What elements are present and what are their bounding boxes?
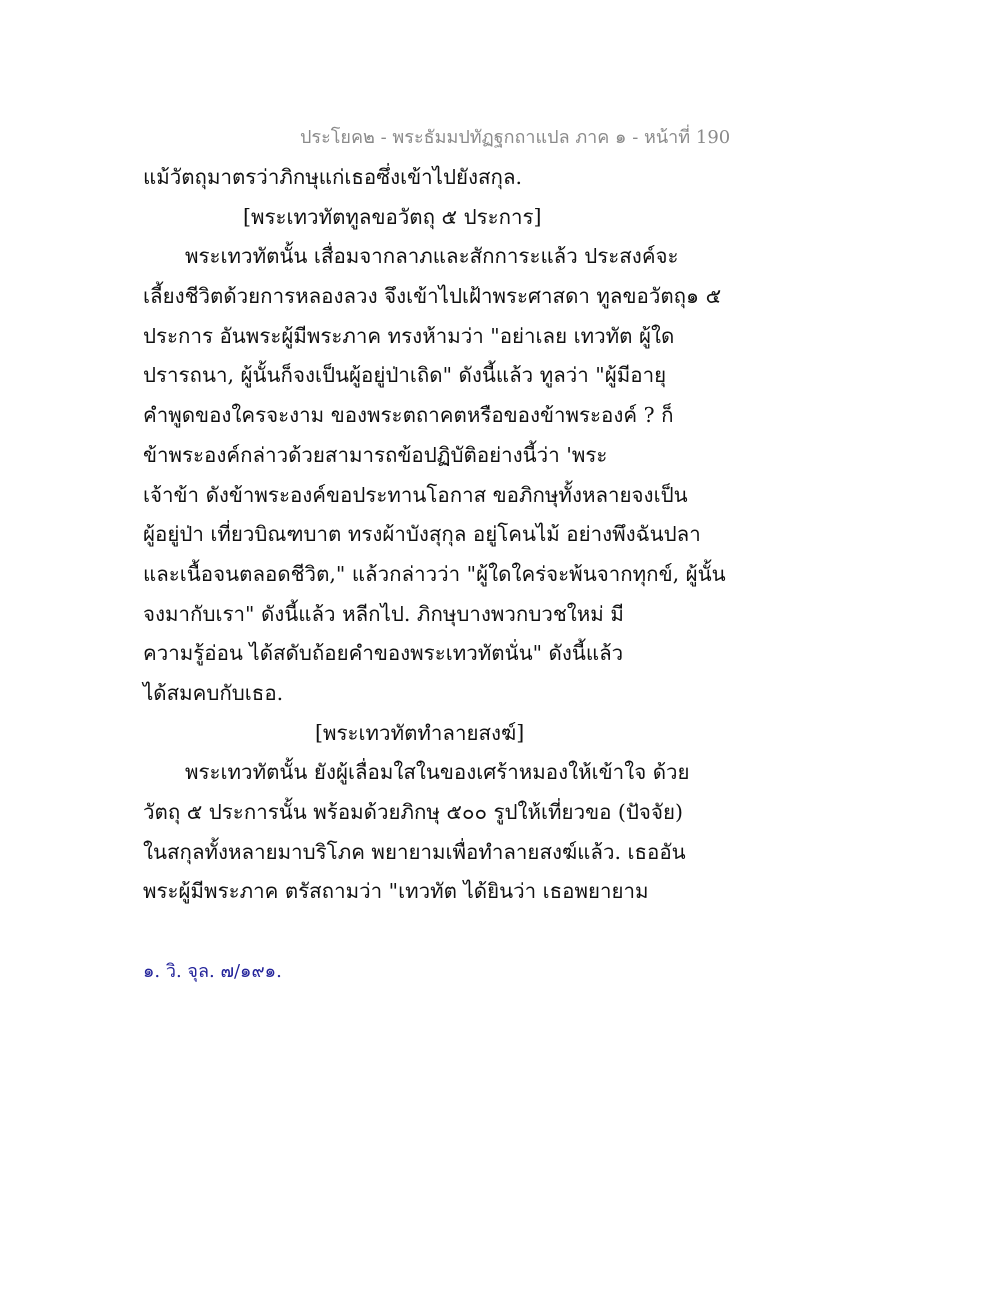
section-heading: [พระเทวทัตทูลขอวัตถุ ๕ ประการ]: [243, 204, 542, 229]
text-line: พระผู้มีพระภาค ตรัสถามว่า "เทวทัต ได้ยินว่า เธอพยายาม: [143, 879, 649, 904]
text-line: ในสกุลทั้งหลายมาบริโภค พยายามเพื่อทำลายสงฆ์แล้ว. เธออัน: [143, 839, 686, 864]
text-line: ได้สมคบกับเธอ.: [143, 680, 284, 705]
text-line: ข้าพระองค์กล่าวด้วยสามารถข้อปฏิบัติอย่างนี้ว่า 'พระ: [143, 442, 608, 467]
text-line: ความรู้อ่อน ได้สดับถ้อยคำของพระเทวทัตนั่น" ดังนี้แล้ว: [143, 641, 624, 666]
text-line: จงมากับเรา" ดังนี้แล้ว หลีกไป. ภิกษุบางพวกบวชใหม่ มี: [143, 601, 624, 626]
paragraph-first-line: พระเทวทัตนั้น ยังผู้เลื่อมใสในของเศร้าหมองให้เข้าใจ ด้วย: [185, 760, 690, 785]
body-text: [143, 158, 726, 912]
text-line: คำพูดของใครจะงาม ของพระตถาคตหรือของข้าพระองค์ ? ก็: [143, 403, 674, 428]
paragraph-first-line: พระเทวทัตนั้น เสื่อมจากลาภและสักการะแล้ว ประสงค์จะ: [185, 244, 679, 269]
footnote: ๑. วิ. จุล. ๗/๑๙๑.: [143, 961, 282, 982]
text-line: วัตถุ ๕ ประการนั้น พร้อมด้วยภิกษุ ๕๐๐ รูปให้เที่ยวขอ (ปัจจัย): [143, 800, 683, 824]
text-line: ปรารถนา, ผู้นั้นก็จงเป็นผู้อยู่ป่าเถิด" ดังนี้แล้ว ทูลว่า "ผู้มีอายุ: [143, 363, 667, 388]
running-header: ประโยค๒ - พระธัมมปทัฏฐกถาแปล ภาค ๑ - หน้าที่ 190: [300, 127, 731, 148]
text-line: และเนื้อจนตลอดชีวิต," แล้วกล่าวว่า "ผู้ใดใคร่จะพ้นจากทุกข์, ผู้นั้น: [143, 561, 726, 586]
text-line: ประการ อันพระผู้มีพระภาค ทรงห้ามว่า "อย่าเลย เทวทัต ผู้ใด: [143, 323, 675, 348]
text-line: แม้วัตถุมาตรว่าภิกษุแก่เธอซึ่งเข้าไปยังสกุล.: [143, 165, 523, 189]
section-heading: [พระเทวทัตทำลายสงฆ์]: [315, 720, 525, 745]
text-line: เลี้ยงชีวิตด้วยการหลองลวง จึงเข้าไปเฝ้าพระศาสดา ทูลขอวัตถุ๑ ๕: [143, 284, 722, 309]
text-line: ผู้อยู่ป่า เที่ยวบิณฑบาต ทรงผ้าบังสุกุล อยู่โคนไม้ อย่างพึงฉันปลา: [143, 522, 701, 547]
text-line: เจ้าข้า ดังข้าพระองค์ขอประทานโอกาส ขอภิกษุทั้งหลายจงเป็น: [143, 482, 688, 507]
